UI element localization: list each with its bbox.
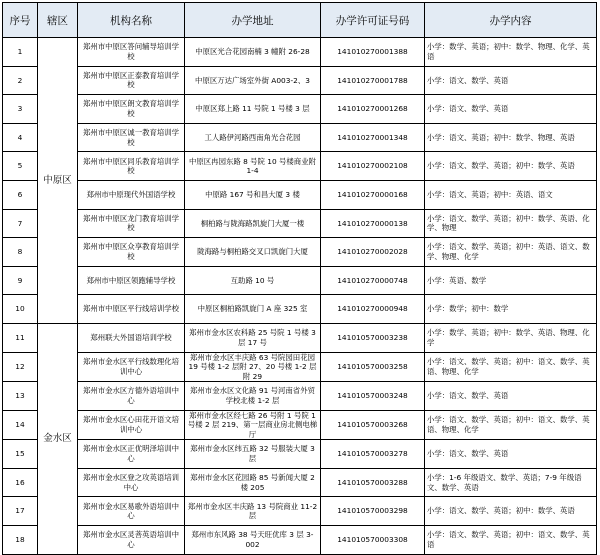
institution-name: 郑州市金水区正优明泽培训中心: [78, 440, 185, 469]
license-number: 141010570003298: [321, 497, 425, 526]
institution-address: 互助路 10 号: [185, 266, 321, 295]
teaching-content: 小学：语文、数学、英语；初中：语文、数学、英语: [425, 525, 597, 554]
institution-name: 郑州市金水区易歌外语培训中心: [78, 497, 185, 526]
teaching-content: 小学：语文、数学、英语；初中：英语、语文、数学、物理、化学: [425, 238, 597, 267]
institution-address: 郑州市金水区花园路 85 号新闻大厦 2 楼 205: [185, 468, 321, 497]
row-index: 3: [3, 95, 38, 124]
teaching-content: 小学：数学、英语；初中：数学、英语、物理、化学: [425, 323, 597, 352]
institution-name: 郑州市中原区朗文教育培训学校: [78, 95, 185, 124]
table-row: [3, 323, 597, 352]
table-row: [3, 266, 597, 295]
teaching-content: 小学：英语、数学: [425, 266, 597, 295]
institution-address: 中原路 167 号和昌大厦 3 楼: [185, 180, 321, 209]
table-row: [3, 238, 597, 267]
institution-name: 郑州市金水区灵菩英语培训中心: [78, 525, 185, 554]
teaching-content: 小学：语文、数学、英语: [425, 440, 597, 469]
table-row: [3, 352, 597, 382]
table-row: [3, 410, 597, 440]
row-index: 16: [3, 468, 38, 497]
institution-name: 郑州市中原区诚一教育培训学校: [78, 123, 185, 152]
institution-address: 桐柏路与陇海路凯旋门大厦一楼: [185, 209, 321, 238]
institution-address: 郑州市金水区文化路 91 号河南省外贸学校北楼 1-2 层: [185, 382, 321, 411]
license-number: 141010570003308: [321, 525, 425, 554]
license-table: [2, 2, 597, 555]
row-index: 15: [3, 440, 38, 469]
institution-name: 郑州市中原区答问辅导培训学校: [78, 38, 185, 67]
table-row: [3, 497, 597, 526]
table-row: [3, 440, 597, 469]
table-row: [3, 38, 597, 67]
institution-name: 郑州市金水区平行线数理化培训中心: [78, 352, 185, 382]
row-index: 7: [3, 209, 38, 238]
license-number: 141010270000748: [321, 266, 425, 295]
table-row: [3, 66, 597, 95]
district-cell: 中原区: [38, 38, 78, 324]
teaching-content: 小学：语文、数学、英语: [425, 66, 597, 95]
table-row: [3, 95, 597, 124]
institution-address: 中原区光合花园南楠 3 幢附 26-28: [185, 38, 321, 67]
license-number: 141010570003258: [321, 352, 425, 382]
row-index: 6: [3, 180, 38, 209]
institution-address: 郑州市金水区经七路 26 号附 1 号院 1 号楼 2 层 219、第一层商业房北侧电梯厅: [185, 410, 321, 440]
row-index: 18: [3, 525, 38, 554]
row-index: 12: [3, 352, 38, 382]
teaching-content: 小学：语文、数学、英语；初中：数学、英语: [425, 497, 597, 526]
institution-address: 郑州市金水区丰庆路 63 号院园田花园 19 号楼 1-2 层附 27、20 号楼 1-2 层附 29: [185, 352, 321, 382]
license-number: 141010270001788: [321, 66, 425, 95]
institution-address: 郑州市东风路 38 号天旺优库 3 层 3-002: [185, 525, 321, 554]
institution-address: 工人路伊河路西南角光合花园: [185, 123, 321, 152]
row-index: 10: [3, 295, 38, 324]
license-number: 141010270001268: [321, 95, 425, 124]
table-row: [3, 180, 597, 209]
license-number: 141010270002108: [321, 152, 425, 181]
license-number: 141010270000948: [321, 295, 425, 324]
row-index: 9: [3, 266, 38, 295]
license-number: 141010570003278: [321, 440, 425, 469]
institution-address: 陇海路与桐柏路交叉口凯旋门大厦: [185, 238, 321, 267]
table-body: [3, 38, 597, 555]
table-row: [3, 382, 597, 411]
institution-address: 中原区冉园东路 8 号院 10 号楼商业附 1-4: [185, 152, 321, 181]
row-index: 13: [3, 382, 38, 411]
license-number: 141010570003268: [321, 410, 425, 440]
table-row: [3, 123, 597, 152]
row-index: 14: [3, 410, 38, 440]
row-index: 17: [3, 497, 38, 526]
row-index: 11: [3, 323, 38, 352]
header-license: 办学许可证号码: [321, 3, 425, 38]
license-number: 141010570003248: [321, 382, 425, 411]
license-number: 141010270000168: [321, 180, 425, 209]
license-number: 141010270002028: [321, 238, 425, 267]
teaching-content: 小学：1-6 年级语文、数学、英语；7-9 年级语文、数学、英语: [425, 468, 597, 497]
table-row: [3, 152, 597, 181]
row-index: 1: [3, 38, 38, 67]
institution-name: 郑州市中原区众享教育培训学校: [78, 238, 185, 267]
institution-name: 郑州市中原现代外国语学校: [78, 180, 185, 209]
teaching-content: 小学：语文、数学、英语；初中：语文、数学、英语、物理、化学: [425, 352, 597, 382]
header-district: 辖区: [38, 3, 78, 38]
institution-address: 郑州市金水区农科路 25 号院 1 号楼 3 层 17 号: [185, 323, 321, 352]
license-number: 141010570003288: [321, 468, 425, 497]
header-row: [3, 3, 597, 38]
header-address: 办学地址: [185, 3, 321, 38]
table-row: [3, 468, 597, 497]
header-institution: 机构名称: [78, 3, 185, 38]
header-content: 办学内容: [425, 3, 597, 38]
institution-address: 郑州市金水区纬五路 32 号服装大厦 3 层: [185, 440, 321, 469]
teaching-content: 小学：语文、数学、英语: [425, 382, 597, 411]
institution-address: 中原区万达广场室外街 A003-2、3: [185, 66, 321, 95]
institution-name: 郑州市金水区登之攻英语培训中心: [78, 468, 185, 497]
institution-name: 郑州市中原区领跑辅导学校: [78, 266, 185, 295]
table-row: [3, 295, 597, 324]
teaching-content: 小学：语文、数学、英语；初中：语文、数学、英语、物理、化学: [425, 410, 597, 440]
institution-name: 郑州市中原区正泰教育培训学校: [78, 66, 185, 95]
teaching-content: 小学：语文、数学、英语: [425, 95, 597, 124]
institution-name: 郑州市中原区同乐教育培训学校: [78, 152, 185, 181]
row-index: 2: [3, 66, 38, 95]
table-row: [3, 525, 597, 554]
teaching-content: 小学：数学、英语；初中：数学、物理、化学、英语: [425, 38, 597, 67]
license-number: 141010270001348: [321, 123, 425, 152]
license-number: 141010570003238: [321, 323, 425, 352]
teaching-content: 小学：语文、英语；初中：英语、语文: [425, 180, 597, 209]
institution-address: 中原区桐柏路凯旋门 A 座 325 室: [185, 295, 321, 324]
row-index: 5: [3, 152, 38, 181]
teaching-content: 小学：语文、英语；初中：数学、物理、英语: [425, 123, 597, 152]
row-index: 4: [3, 123, 38, 152]
institution-name: 郑州市中原区平行线培训学校: [78, 295, 185, 324]
teaching-content: 小学：语文、数学、英语；初中：数学、英语: [425, 152, 597, 181]
table-row: [3, 209, 597, 238]
district-cell: 金水区: [38, 323, 78, 554]
row-index: 8: [3, 238, 38, 267]
institution-name: 郑州市中原区龙门教育培训学校: [78, 209, 185, 238]
institution-address: 郑州市金水区丰庆路 13 号院商业 11-2 层: [185, 497, 321, 526]
teaching-content: 小学：数学；初中：数学: [425, 295, 597, 324]
institution-name: 郑州市金水区心田花开语文培训中心: [78, 410, 185, 440]
institution-address: 中原区郑上路 11 号院 1 号楼 3 层: [185, 95, 321, 124]
license-number: 141010270000138: [321, 209, 425, 238]
license-number: 141010270001388: [321, 38, 425, 67]
institution-name: 郑州联大外国语培训学校: [78, 323, 185, 352]
header-index: 序号: [3, 3, 38, 38]
institution-name: 郑州市金水区方德外语培训中心: [78, 382, 185, 411]
teaching-content: 小学：语文、数学、英语；初中：数学、英语、化学、物理: [425, 209, 597, 238]
